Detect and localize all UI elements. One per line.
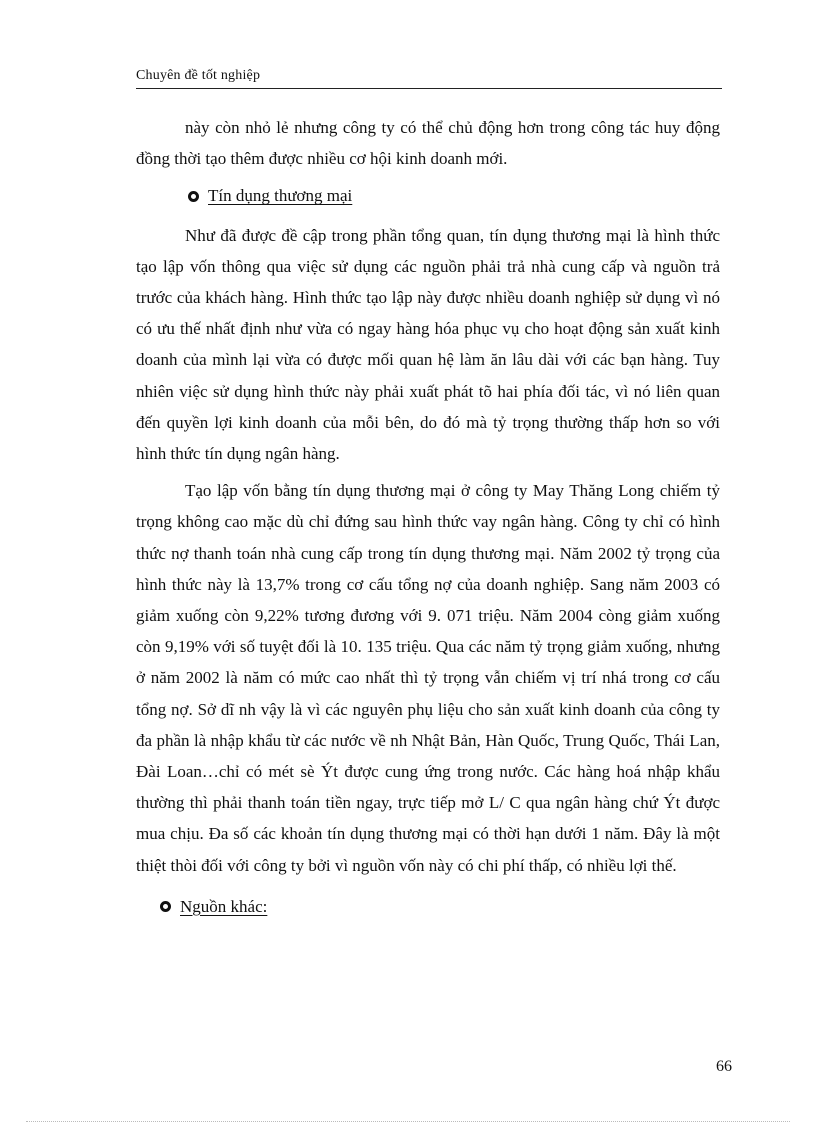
paragraph-trade-credit-company: Tạo lập vốn bằng tín dụng thương mại ở công ty May Thăng Long chiếm tỷ trọng không cao mặc dù chỉ đứng sau hình thức vay ngân hàng. Công ty chỉ có hình thức nợ thanh toán nhà cung cấp trong tín dụng thương mại. Năm 2002 tỷ trọng của hình thức này là 13,7% trong cơ cấu tổng nợ của doanh nghiệp. Sang năm 2003 có giảm xuống còn 9,22% tương đương với 9. 071 triệu. Năm 2004 còng giảm xuống còn 9,19% với số tuyệt đối là 10. 135 triệu. Qua các năm tỷ trọng giảm xuống, nhưng ở năm 2002 là năm có mức cao nhất thì tỷ trọng vẫn chiếm vị trí nhá trong cơ cấu tổng nợ. Sở dĩ nh vậy là vì các nguyên phụ liệu cho sản xuất kinh doanh của công ty đa phần là nhập khẩu từ các nước về nh Nhật Bản, Hàn Quốc, Trung Quốc, Thái Lan, Đài Loan…chỉ có mét sè Ýt được cung ứng trong nước. Các hàng hoá nhập khẩu thường thì phải thanh toán tiền ngay, trực tiếp mở L/ C qua ngân hàng chứ Ýt được mua chịu. Đa số các khoản tín dụng thương mại có thời hạn dưới 1 năm. Đây là một thiệt thòi đối với công ty bởi vì nguồn vốn này có chi phí thấp, có nhiều lợi thế. [136, 481, 720, 875]
section-heading-other-sources [160, 891, 720, 922]
paragraph-continuation: này còn nhỏ lẻ nhưng công ty có thể chủ động hơn trong công tác huy động đồng thời tạo thêm được nhiều cơ hội kinh doanh mới. [136, 118, 720, 169]
header-rule [136, 88, 722, 89]
circle-bullet-icon [160, 901, 171, 912]
heading-text: Tín dụng thương mại [208, 186, 353, 206]
header-title: Chuyên đề tốt nghiệp [136, 68, 261, 83]
section-heading-trade-credit [188, 180, 720, 211]
circle-bullet-icon [188, 191, 199, 202]
footer-dotted-rule [26, 1121, 790, 1122]
paragraph-trade-credit-overview: Như đã được đề cập trong phần tổng quan, tín dụng thương mại là hình thức tạo lập vốn thông qua việc sử dụng các nguồn phải trả nhà cung cấp và nguồn trả trước của khách hàng. Hình thức tạo lập này được nhiều doanh nghiệp sử dụng vì nó có ưu thế nhất định như vừa có ngay hàng hóa phục vụ cho hoạt động sản xuất kinh doanh của mình lại vừa có được mối quan hệ làm ăn lâu dài với các bạn hàng. Tuy nhiên việc sử dụng hình thức này phải xuất phát tõ hai phía đối tác, vì nó liên quan đến quyền lợi kinh doanh của mỗi bên, do đó mà tỷ trọng thường thấp hơn so với hình thức tín dụng ngân hàng. [136, 225, 720, 464]
page-number: 66 [716, 1058, 732, 1075]
page-header [136, 68, 722, 89]
document-body [136, 112, 720, 930]
heading-text: Nguồn khác: [180, 896, 268, 916]
